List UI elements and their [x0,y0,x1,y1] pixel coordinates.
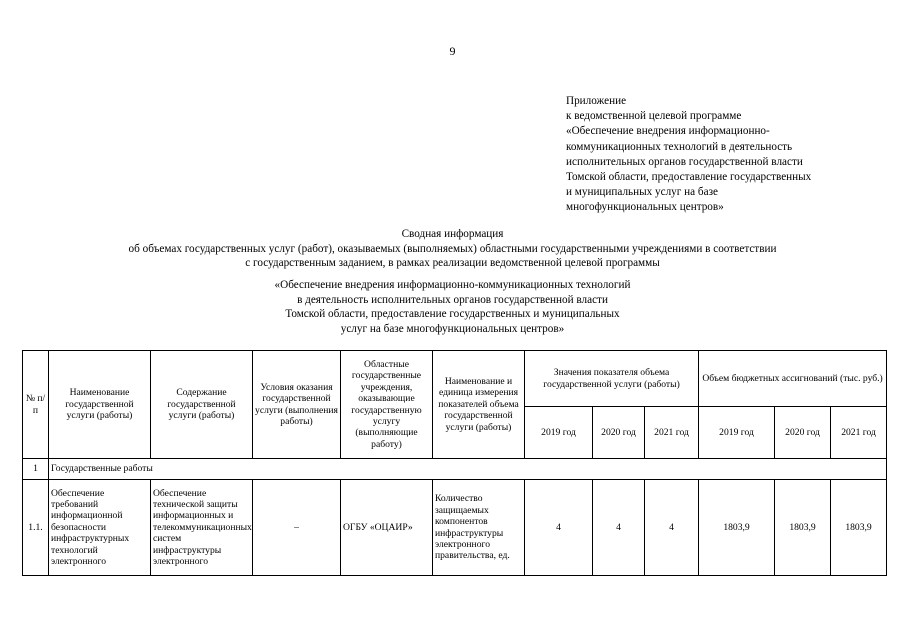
title-line: с государственным заданием, в рамках реализации ведомственной целевой программы [245,257,660,269]
header-year: 2020 год [775,407,831,459]
row-value: 4 [593,480,645,576]
section-title: Государственные работы [49,459,887,480]
title-line: об объемах государственных услуг (работ), оказываемых (выполняемых) областными государственными учреждениями в соответствии [128,242,777,255]
row-budget: 1803,9 [775,480,831,576]
header-values-group: Значения показателя объема государственной услуги (работы) [525,351,699,407]
row-num: 1.1. [23,480,49,576]
appendix-line: Приложение [566,95,627,107]
page-number: 9 [449,44,456,58]
appendix-line: коммуникационных технологий в деятельность [566,140,793,153]
row-value: 4 [645,480,699,576]
header-year: 2020 год [593,407,645,459]
header-num: № п/п [23,351,49,459]
row-unit: Количество защищаемых компонентов инфраструктуры электронного правительства, ед. [433,480,525,576]
row-conditions: – [253,480,341,576]
appendix-line: и муниципальных услуг на базе [566,186,718,199]
row-institution: ОГБУ «ОЦАИР» [341,480,433,576]
document-title [0,227,905,271]
appendix-line: Томской области, предоставление государственных [566,171,812,184]
program-line: услуг на базе многофункциональных центров» [340,322,565,335]
header-unit: Наименование и единица измерения показателей объема государственной услуги (работы) [433,351,525,459]
appendix-line: многофункциональных центров» [566,201,724,214]
title-line: Сводная информация [401,228,504,240]
header-content: Содержание государственной услуги (работы) [151,351,253,459]
services-table [22,350,887,576]
program-title [0,278,905,336]
appendix-note [566,94,886,216]
table-row [23,480,887,576]
header-name: Наименование государственной услуги (работы) [49,351,151,459]
row-budget: 1803,9 [699,480,775,576]
row-budget: 1803,9 [831,480,887,576]
table-header-row [23,351,887,407]
header-year: 2019 год [699,407,775,459]
header-institutions: Областные государственные учреждения, оказывающие государственную услугу (выполняющие работу) [341,351,433,459]
appendix-line: исполнительных органов государственной власти [566,155,803,168]
section-num: 1 [23,459,49,480]
header-conditions: Условия оказания государственной услуги (выполнения работы) [253,351,341,459]
header-year: 2021 год [831,407,887,459]
table-section-row [23,459,887,480]
header-year: 2021 год [645,407,699,459]
program-line: в деятельность исполнительных органов государственной власти [297,293,608,306]
header-year: 2019 год [525,407,593,459]
appendix-line: к ведомственной целевой программе [566,110,742,123]
program-line: «Обеспечение внедрения информационно-коммуникационных технологий [274,279,631,291]
program-line: Томской области, предоставление государственных и муниципальных [285,308,620,320]
appendix-line: «Обеспечение внедрения информационно- [566,125,770,138]
row-name: Обеспечение требований информационной безопасности инфраструктурных технологий электронного [49,480,151,576]
header-budget-group: Объем бюджетных ассигнований (тыс. руб.) [699,351,887,407]
row-value: 4 [525,480,593,576]
row-content: Обеспечение технической защиты информационных и телекоммуникационных систем инфраструктуры электронного [151,480,253,576]
